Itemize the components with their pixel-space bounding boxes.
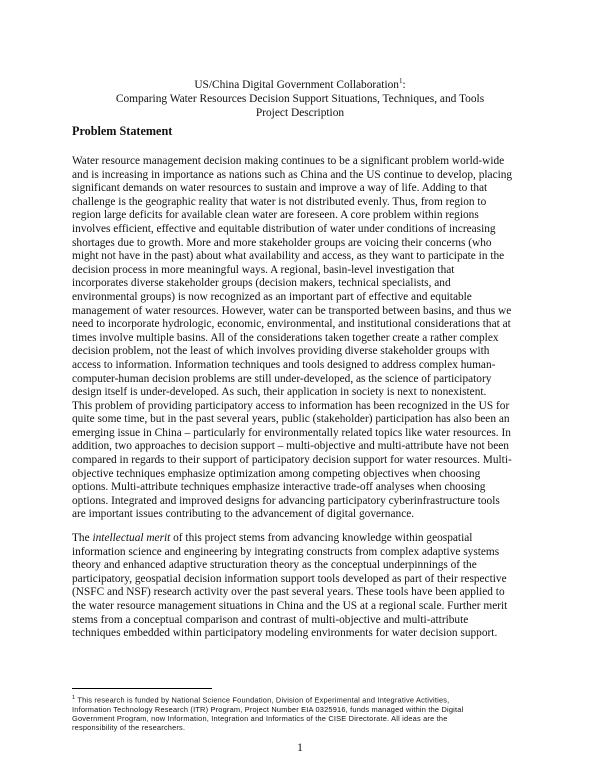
paragraph-line: theory and enhanced adaptive structuration theory as the conceptual underpinnings of the bbox=[72, 559, 477, 572]
title-line-3: Project Description bbox=[255, 106, 345, 119]
paragraph-line: emerging issue in China – particularly for environmentally related topics like water resources. In bbox=[72, 426, 511, 439]
paragraph-line: decision problem, not the least of which involves providing diverse stakeholder groups with bbox=[72, 345, 490, 358]
paragraph-line: This problem of providing participatory access to information has been recognized in the US for bbox=[72, 399, 510, 412]
footnote-line: responsibility of the researchers. bbox=[72, 723, 186, 733]
paragraph-line: stems from a conceptual comparison and contrast of multi-objective and multi-attribute bbox=[72, 613, 469, 626]
paragraph-line: and is increasing in importance as nations such as China and the US continue to develop, placing bbox=[72, 168, 513, 181]
paragraph-line: significant demands on water resources to sustain and improve a way of life. Adding to that bbox=[72, 182, 488, 195]
paragraph-line: Water resource management decision making continues to be a significant problem world-wide bbox=[72, 155, 505, 167]
paragraph-line: addition, two approaches to decision support – multi-objective and multi-attribute have not been bbox=[72, 440, 509, 453]
paragraph-line: access to information. Information techniques and tools designed to address complex human- bbox=[72, 358, 496, 371]
paragraph-line: quite some time, but in the past several years, public (stakeholder) participation has also been an bbox=[72, 413, 510, 426]
paragraph-line: information science and engineering by integrating constructs from complex adaptive systems bbox=[72, 545, 500, 558]
paragraph-intellectual-merit bbox=[72, 532, 532, 641]
title-line-1: US/China Digital Government Collaboration$^1$: bbox=[194, 77, 406, 91]
paragraph-line: management of water resources. However, water can be transported between basins, and thus we bbox=[72, 304, 512, 317]
title-line-2: Comparing Water Resources Decision Support Situations, Techniques, and Tools bbox=[115, 92, 485, 105]
footnote bbox=[72, 694, 532, 733]
paragraph-line: times involve multiple basins. All of the considerations taken together create a rather complex bbox=[72, 331, 499, 344]
paragraph-line: compared in regards to their support of participatory decision support for water resources. Multi- bbox=[72, 454, 512, 467]
paragraph-problem-statement bbox=[72, 155, 532, 522]
page-number: 1 bbox=[297, 742, 303, 754]
paragraph-line: decision process in more meaningful ways. A regional, basin-level investigation that bbox=[72, 263, 455, 276]
footnote-reference[interactable]: 1 bbox=[399, 77, 403, 85]
footnote-line: Information Technology Research (ITR) Program, Project Number EIA 0325916, funds managed within the Digital bbox=[72, 704, 464, 714]
paragraph-line: need to incorporate hydrologic, economic, environmental, and institutional considerations that at bbox=[72, 318, 511, 331]
footnote-line: Government Program, now Information, Integration and Informatics of the CISE Directorate. All ideas are the bbox=[72, 714, 448, 724]
paragraph-line: computer-human decision problems are still under-developed, as the science of participatory bbox=[72, 372, 492, 385]
paragraph-line: region large deficits for available clean water are foreseen. A core problem within regions bbox=[72, 209, 479, 222]
paragraph-line: The intellectual merit of this project stems from advancing knowledge within geospatial bbox=[72, 532, 473, 544]
paragraph-line: incorporates diverse stakeholder groups (decision makers, technical specialists, and bbox=[72, 277, 451, 290]
paragraph-line: shortages due to growth. More and more stakeholder groups are voicing their concerns (who bbox=[72, 236, 492, 249]
paragraph-line: are important issues contributing to the advancement of digital governance. bbox=[72, 508, 415, 521]
paragraph-line: (NSFC and NSF) research activity over the past several years. These tools have been applied to bbox=[72, 586, 505, 599]
section-heading: Problem Statement bbox=[72, 124, 173, 138]
document-title bbox=[60, 74, 540, 120]
paragraph-line: involves efficient, effective and equitable distribution of water under conditions of increasing bbox=[72, 222, 496, 235]
paragraph-line: might not have in the past) about what availability and access, as they want to participate in the bbox=[72, 250, 505, 263]
footnote-line: $^1$ This research is funded by National Science Foundation, Division of Experimental and Integrative Activities, bbox=[72, 695, 450, 705]
paragraph-line: challenge is the geographic reality that water is not distributed evenly. Thus, from region to bbox=[72, 195, 487, 208]
footnote-marker: 1 bbox=[72, 695, 76, 701]
paragraph-line: design itself is under-developed. As such, their application in society is next to nonexistent. bbox=[72, 386, 487, 399]
paragraph-line: options. Multi-attribute techniques emphasize interactive trade-off analyses when choosing bbox=[72, 481, 486, 494]
paragraph-line: environmental groups) is now recognized as an important part of effective and equitable bbox=[72, 290, 472, 303]
footnote-divider bbox=[72, 688, 212, 689]
paragraph-line: the water resource management situations in China and the US at a regional scale. Further merit bbox=[72, 599, 508, 612]
paragraph-line: techniques embedded within participatory modeling environments for water decision support. bbox=[72, 627, 498, 640]
paragraph-line: participatory, geospatial decision information support tools developed as part of their respective bbox=[72, 572, 507, 585]
emphasis-text: intellectual merit bbox=[92, 532, 171, 544]
paragraph-line: objective techniques emphasize optimization among competing objectives when choosing bbox=[72, 467, 481, 480]
paragraph-line: options. Integrated and improved designs for advancing participatory cyberinfrastructure tools bbox=[72, 494, 500, 507]
